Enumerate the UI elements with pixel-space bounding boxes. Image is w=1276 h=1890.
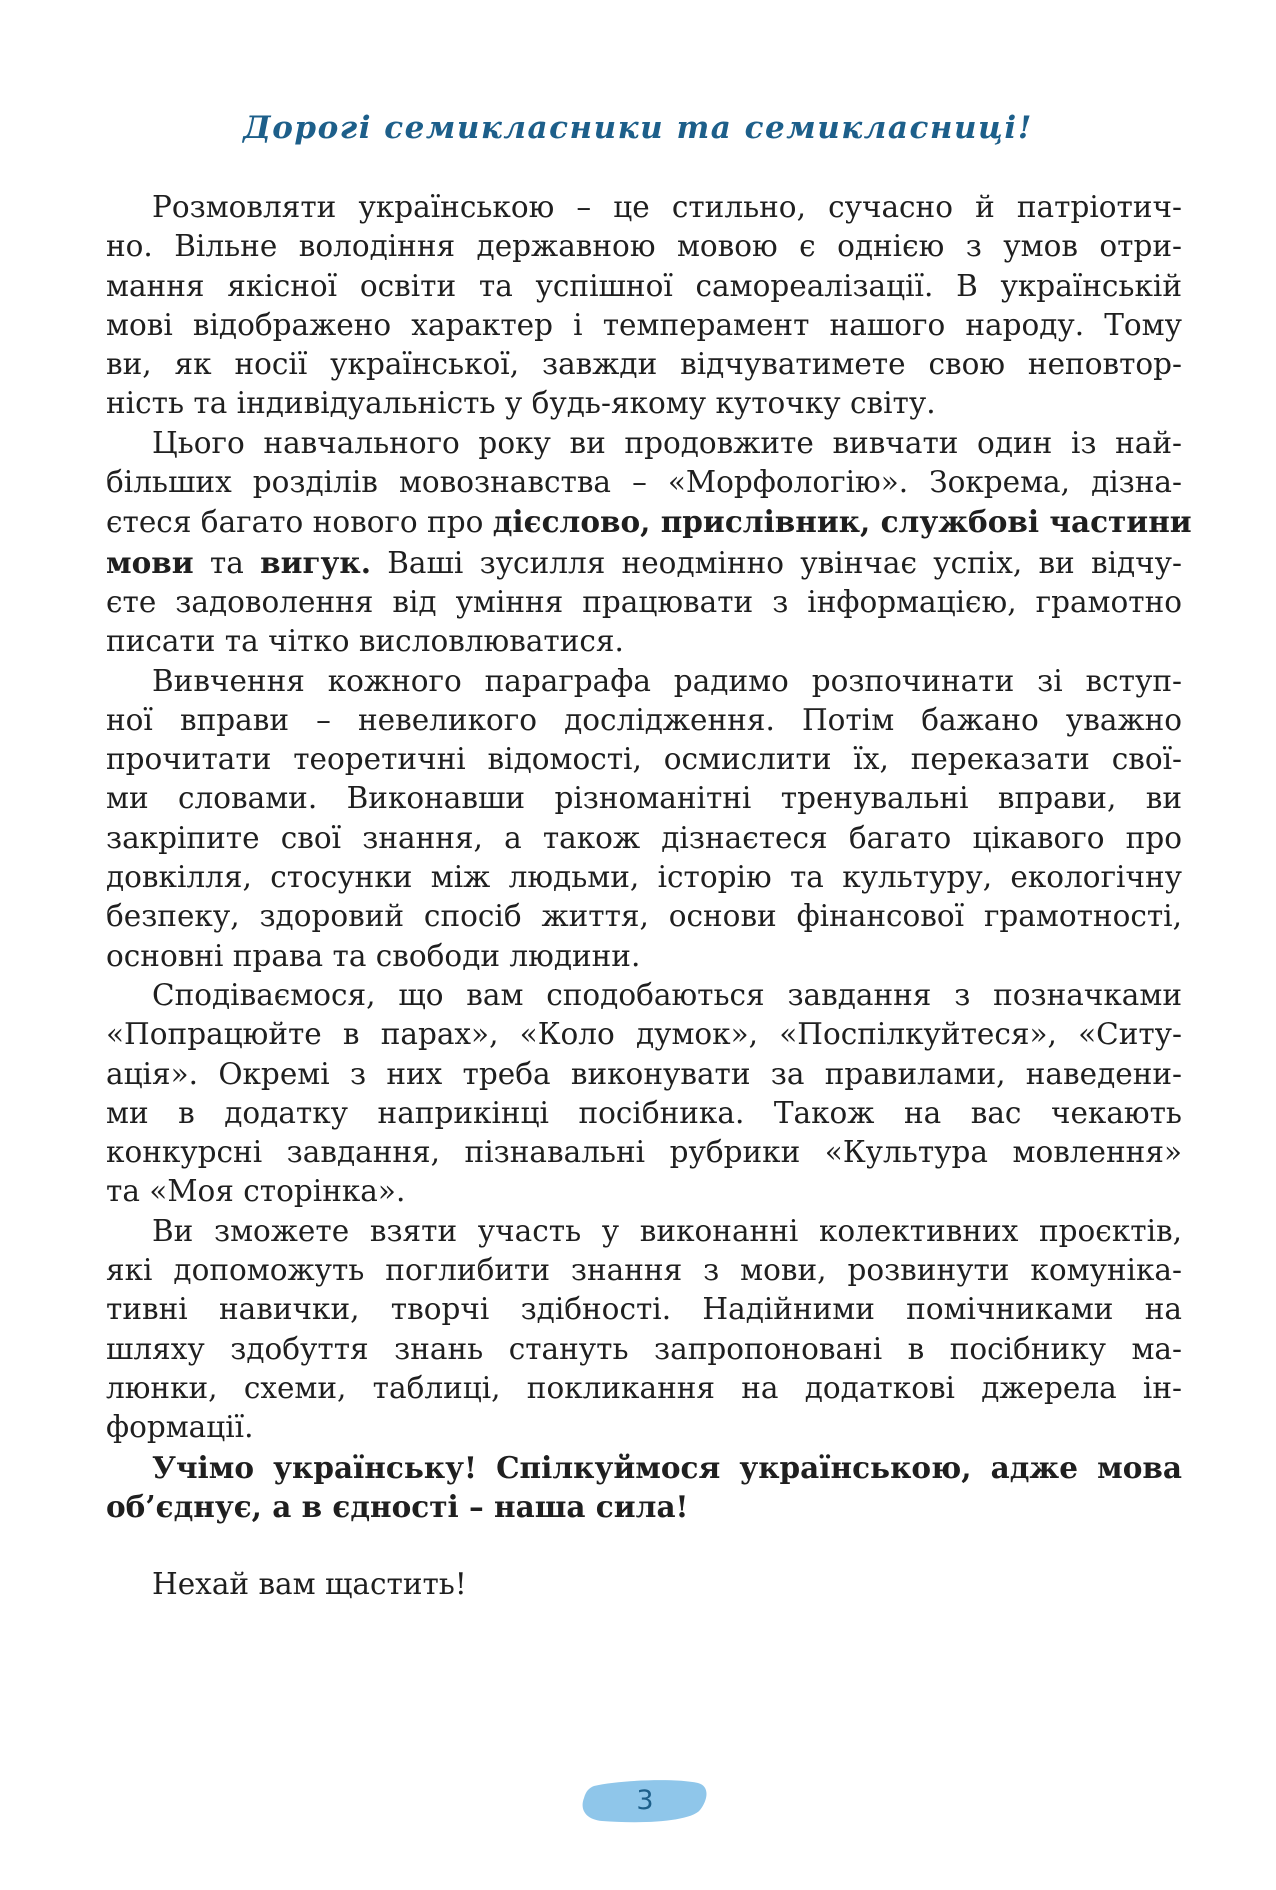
text-line: но. Вільне володіння державною мовою є однією з умов отри- bbox=[106, 229, 1182, 264]
text-line: Розмовляти українською – це стильно, сучасно й патріотич- bbox=[152, 190, 1182, 224]
text-line: Цього навчального року ви продовжите вивчати один із най- bbox=[152, 425, 1182, 460]
text-line: більших розділів мовознавства – «Морфологію». Зокрема, дізна- bbox=[106, 465, 1182, 500]
paragraph-tasks bbox=[106, 976, 1182, 1212]
bold-term: дієслово, прислівник, службові частини bbox=[492, 504, 1192, 540]
text-line: ми в додатку наприкінці посібника. Також на вас чекають bbox=[106, 1095, 1182, 1130]
text-line: писати та чітко висловлюватися. bbox=[106, 624, 624, 659]
text-line: Нехай вам щастить! bbox=[152, 1567, 467, 1602]
text-line: «Попрацюйте в парах», «Коло думок», «Поспілкуйтеся», «Ситу- bbox=[106, 1017, 1182, 1052]
page-number: 3 bbox=[636, 1785, 654, 1816]
closing-wish bbox=[106, 1565, 1182, 1604]
paragraph-morphology bbox=[106, 424, 1192, 662]
text-line: ми словами. Виконавши різноманітні тренувальні вправи, ви bbox=[106, 781, 1182, 816]
text-line: люнки, схеми, таблиці, покликання на додаткові джерела ін- bbox=[106, 1370, 1182, 1405]
paragraph-intro bbox=[106, 188, 1182, 424]
paragraph-projects bbox=[106, 1212, 1182, 1448]
page-title: Дорогі семикласники та семикласниці! bbox=[243, 110, 1033, 146]
text-line: ви, як носії української, завжди відчуватимете свою неповтор- bbox=[106, 347, 1182, 382]
page-number-badge bbox=[580, 1778, 710, 1824]
text-line: мання якісної освіти та успішної самореалізації. В українській bbox=[106, 268, 1182, 303]
text-line: закріпите свої знання, а також дізнаєтеся багато цікавого про bbox=[106, 820, 1182, 855]
body-text bbox=[106, 188, 1192, 1604]
bold-term: вигук. bbox=[260, 544, 371, 580]
text-line: єте задоволення від уміння працювати з інформацією, грамотно bbox=[106, 584, 1182, 619]
text-line: основні права та свободи людини. bbox=[106, 938, 641, 973]
text-line: Сподіваємося, що вам сподобаються завдання з позначками bbox=[152, 977, 1182, 1012]
text-line: та «Моя сторінка». bbox=[106, 1174, 406, 1209]
text-line: Вивчення кожного параграфа радимо розпочинати зі вступ- bbox=[152, 663, 1182, 698]
text-line: тивні навички, творчі здібності. Надійними помічниками на bbox=[106, 1292, 1182, 1327]
text-line: конкурсні завдання, пізнавальні рубрики «Культура мовлення» bbox=[106, 1135, 1182, 1170]
text-line: ація». Окремі з них треба виконувати за правилами, наведени- bbox=[106, 1056, 1182, 1091]
text-line bbox=[106, 543, 1182, 583]
text-line: ної вправи – невеликого дослідження. Потім бажано уважно bbox=[106, 702, 1182, 737]
text-line: довкілля, стосунки між людьми, історію та культуру, екологічну bbox=[106, 860, 1182, 895]
text-line: мові відображено характер і темперамент нашого народу. Тому bbox=[106, 307, 1182, 342]
text-line: Учімо українську! Спілкуймося українською, адже мова bbox=[152, 1449, 1182, 1485]
text-line: безпеку, здоровий спосіб життя, основи фінансової грамотності, bbox=[106, 899, 1182, 934]
text-line: ність та індивідуальність у будь-якому куточку світу. bbox=[106, 386, 936, 421]
bold-term: мови bbox=[106, 544, 194, 580]
text-line: Ви зможете взяти участь у виконанні колективних проєктів, bbox=[152, 1213, 1182, 1248]
text-line: шляху здобуття знань стануть запропоновані в посібнику ма- bbox=[106, 1331, 1182, 1366]
paragraph-study bbox=[106, 662, 1182, 976]
text-segment: Ваші зусилля неодмінно увінчає успіх, ви відчу- bbox=[371, 545, 1182, 580]
text-line: формації. bbox=[106, 1410, 254, 1445]
text-segment: та bbox=[193, 545, 261, 580]
paragraph-motto bbox=[106, 1448, 1182, 1527]
text-line: які допоможуть поглибити знання з мови, розвинути комуніка- bbox=[106, 1253, 1182, 1288]
text-line: прочитати теоретичні відомості, осмислити їх, переказати свої- bbox=[106, 742, 1182, 777]
text-line bbox=[106, 502, 1192, 542]
text-line: об’єднує, а в єдності – наша сила! bbox=[106, 1488, 689, 1524]
text-segment: єтеся багато нового про bbox=[106, 505, 493, 540]
